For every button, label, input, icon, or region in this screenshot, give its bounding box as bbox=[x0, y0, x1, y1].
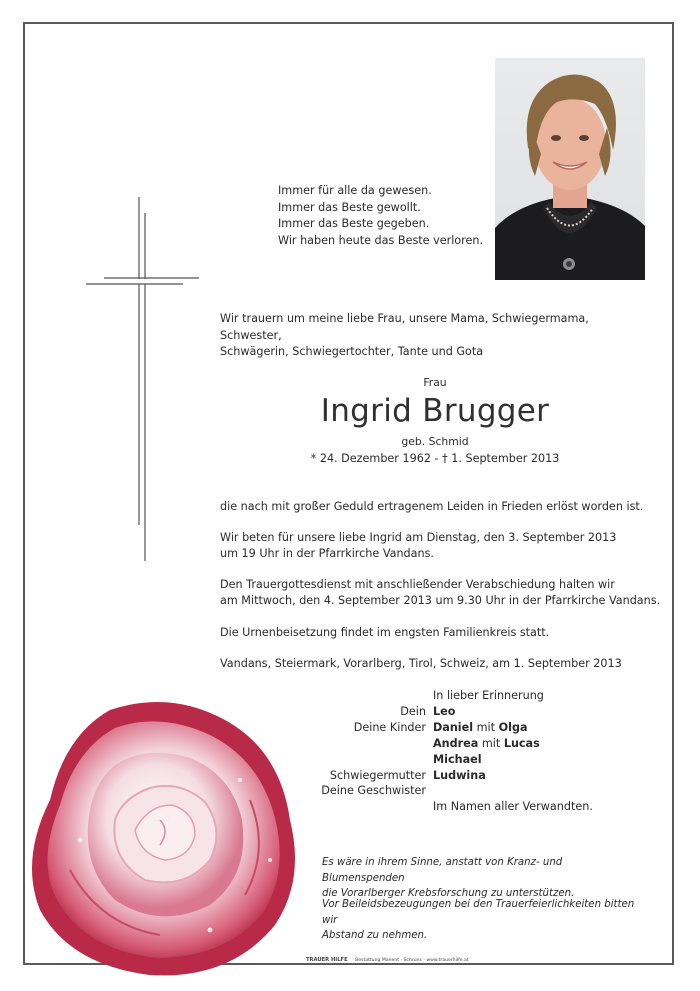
mourners-closing: Im Namen aller Verwandten. bbox=[433, 800, 593, 813]
mourner-connector: mit bbox=[476, 721, 496, 734]
paragraph-place-date bbox=[220, 656, 660, 672]
paragraph-line: Die Urnenbeisetzung findet im engsten Familienkreis statt. bbox=[220, 626, 550, 639]
mourner-children-row bbox=[433, 737, 540, 750]
mourning-intro bbox=[220, 311, 650, 361]
note-line: Es wäre in ihrem Sinne, anstatt von Kranz- und Blumenspenden bbox=[322, 857, 563, 884]
paragraph-line: um 19 Uhr in der Pfarrkirche Vandans. bbox=[220, 547, 434, 560]
footer-text: Bestattung Manent · Schruns · www.trauerhilfe.at bbox=[355, 958, 469, 963]
intro-line: Schwägerin, Schwiegertochter, Tante und Gota bbox=[220, 345, 484, 359]
paragraph-line: Den Trauergottesdienst mit anschließender Verabschiedung halten wir bbox=[220, 578, 615, 591]
deceased-name: Ingrid Brugger bbox=[320, 393, 550, 429]
paragraph-line: Vandans, Steiermark, Vorarlberg, Tirol, Schweiz, am 1. September 2013 bbox=[220, 657, 622, 670]
mourner-label-schwiegermutter: Schwiegermutter bbox=[329, 769, 426, 782]
footer-brand: TRAUER HILFE bbox=[306, 957, 348, 963]
mourner-children-row bbox=[433, 721, 528, 734]
verse-line: Wir haben heute das Beste verloren. bbox=[278, 233, 484, 247]
paragraph-prayer bbox=[220, 530, 660, 562]
note-line: Abstand zu nehmen. bbox=[322, 930, 428, 941]
paragraph-line: die nach mit großer Geduld ertragenem Leiden in Frieden erlöst worden ist. bbox=[220, 500, 644, 513]
verse-line: Immer für alle da gewesen. bbox=[278, 184, 432, 197]
mourner-name: Andrea bbox=[433, 737, 479, 750]
mourner-name: Daniel bbox=[433, 721, 474, 734]
donation-note bbox=[322, 855, 642, 902]
mourner-label-kinder: Deine Kinder bbox=[353, 721, 426, 734]
mourner-name: Olga bbox=[498, 721, 528, 734]
mourner-label-geschwister: Deine Geschwister bbox=[321, 784, 426, 797]
salutation: Frau bbox=[423, 376, 447, 389]
mourners-header: In lieber Erinnerung bbox=[433, 689, 544, 702]
footer bbox=[306, 957, 469, 963]
paragraph-service bbox=[220, 577, 660, 609]
paragraph-release bbox=[220, 499, 660, 515]
paragraph-line: Wir beten für unsere liebe Ingrid am Dienstag, den 3. September 2013 bbox=[220, 531, 617, 544]
verse-line: Immer das Beste gegeben. bbox=[278, 217, 430, 231]
mourner-name: Michael bbox=[433, 753, 482, 766]
portrait-photo bbox=[495, 58, 645, 280]
intro-line: Wir trauern um meine liebe Frau, unsere Mama, Schwiegermama, Schwester, bbox=[220, 312, 589, 342]
note-line: Vor Beileidsbezeugungen bei den Trauerfeierlichkeiten bitten wir bbox=[322, 899, 635, 926]
paragraph-urn bbox=[220, 625, 660, 641]
mourner-name: Lucas bbox=[503, 737, 540, 750]
paragraph-line: am Mittwoch, den 4. September 2013 um 9.30 Uhr in der Pfarrkirche Vandans. bbox=[220, 594, 661, 607]
cross-icon bbox=[80, 195, 210, 569]
verse-line: Immer das Beste gewollt. bbox=[278, 200, 421, 214]
portrait-illustration bbox=[495, 58, 645, 280]
note-line: die Vorarlberger Krebsforschung zu unterstützen. bbox=[322, 888, 575, 899]
rose-icon bbox=[10, 690, 305, 984]
mourner-name-husband: Leo bbox=[433, 705, 456, 718]
mourner-connector: mit bbox=[481, 737, 501, 750]
memorial-verse bbox=[278, 183, 483, 249]
birth-name: geb. Schmid bbox=[401, 435, 469, 448]
life-dates: * 24. Dezember 1962 - † 1. September 2013 bbox=[310, 452, 560, 465]
mourner-name-mother-in-law: Ludwina bbox=[433, 769, 486, 782]
condolence-note bbox=[322, 897, 642, 944]
mourner-label-dein: Dein bbox=[400, 705, 426, 718]
